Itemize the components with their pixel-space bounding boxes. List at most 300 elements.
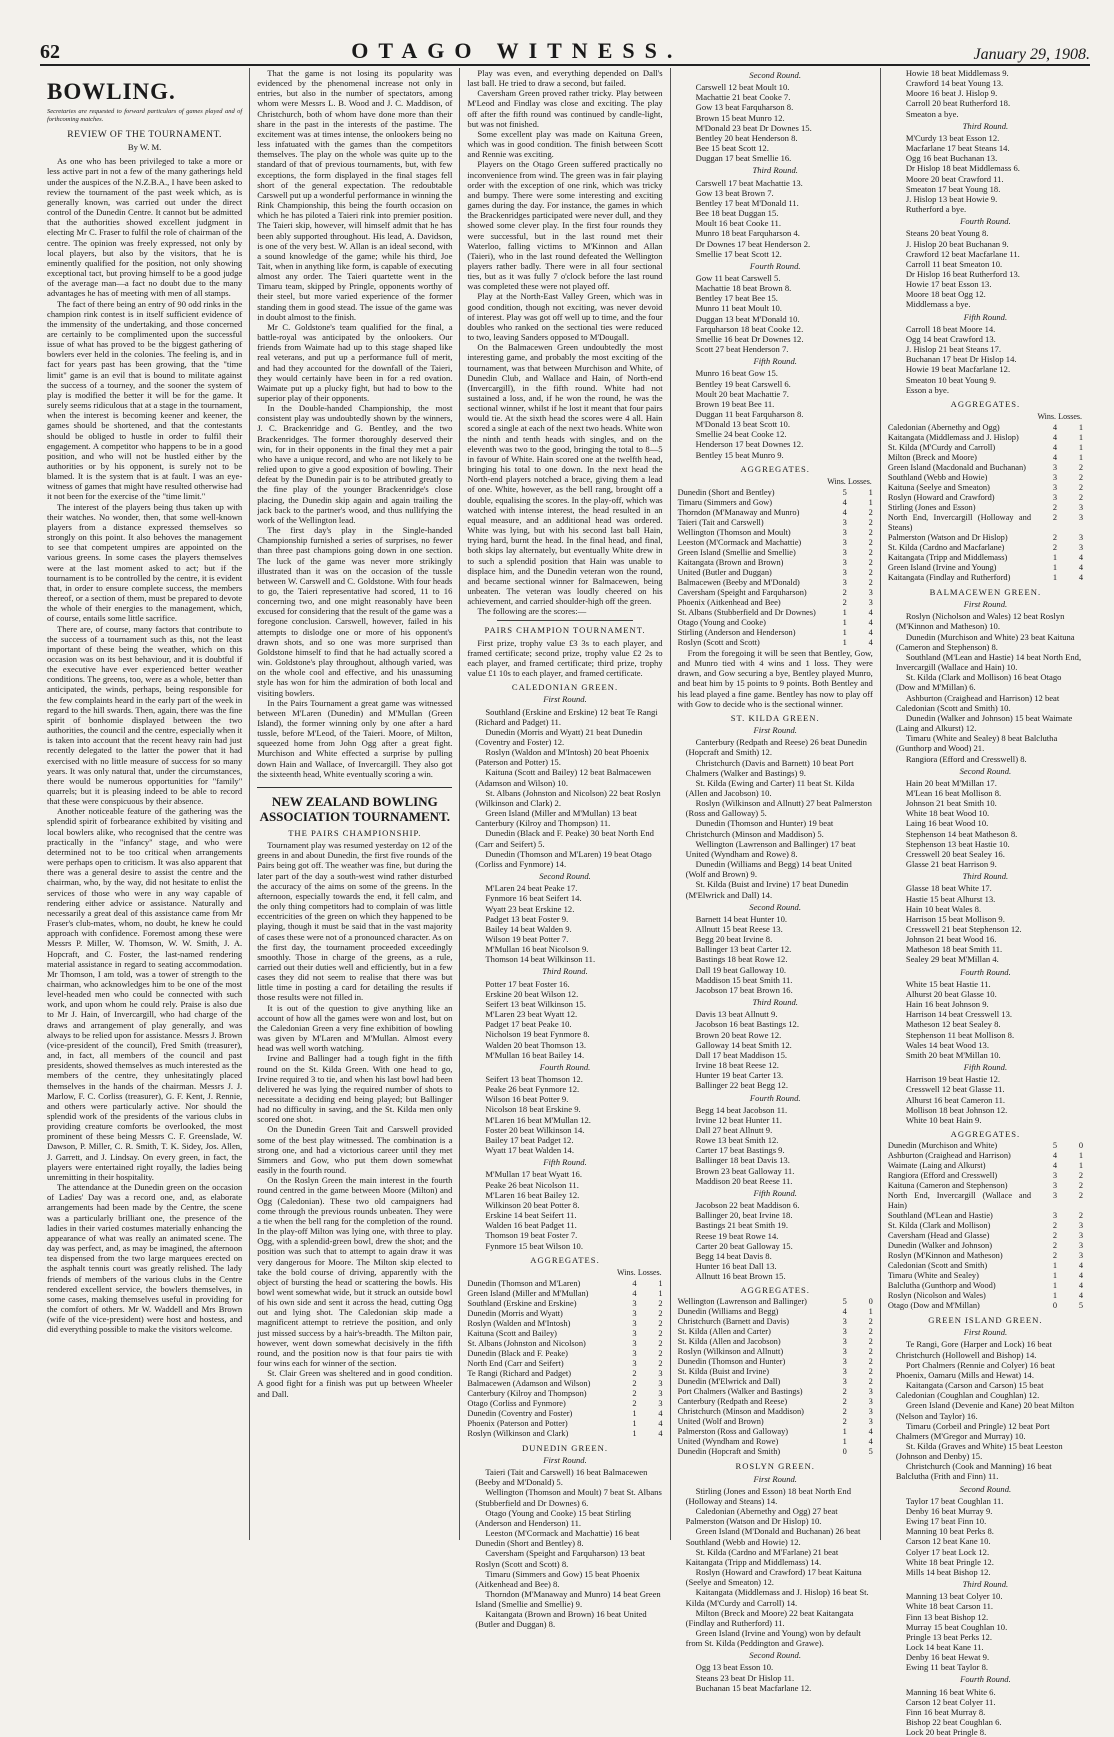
result-line: Wyatt 23 beat Erskine 12. xyxy=(485,903,575,914)
losses-cell: 3 xyxy=(658,1388,663,1398)
team-name: Christchurch (Barnett and Davis) xyxy=(677,1317,790,1327)
aggregate-row xyxy=(888,1301,1083,1311)
round-label: Second Round. xyxy=(539,871,591,882)
team-name: Te Rangi (Richard and Padget) xyxy=(467,1368,572,1378)
result-list xyxy=(888,324,1083,395)
wins-cell: 4 xyxy=(1052,453,1058,462)
aggregates-heading: AGGREGATES. xyxy=(530,1254,600,1265)
result-line: Brown 19 beat Bee 11. xyxy=(695,398,775,409)
aggregate-row xyxy=(888,463,1083,473)
wins-cell: 4 xyxy=(842,1307,847,1317)
result-line: Bee 15 beat Scott 12. xyxy=(695,143,769,154)
aggregates-rows xyxy=(467,1279,662,1439)
wins-header: Wins. xyxy=(827,476,846,486)
result-list xyxy=(678,1662,873,1692)
result-list xyxy=(888,68,1083,119)
wins-cell: 1 xyxy=(632,1408,637,1418)
paragraph: The attendance at the Dunedin green on the occasion of Ladies' Day was a record one, and, as elaborate arrangements had been made by the Centre, the scene was a particularly brilliant one, the presence of the ladies in their varied costumes materially enhancing the appearance of what was really an animated scene. The day was perfect, and, as may be imagined, the afternoon tea dispensed from the two large marquees erected on the asphalt tennis court was greatly relished. The lady friends of members of the various clubs in the Centre rendered excellent service, the bowlers themselves, in some cases, making themselves useful in providing for the comfort of others. Mr W. Waddell and Mrs Brown (wife of the vice-president) were host and hostess, and did everything possible to make the visitors welcome. xyxy=(47,1182,243,1335)
result-line: Pringle 13 beat Perks 12. xyxy=(905,1631,992,1642)
team-name: Timaru (White and Sealey) xyxy=(887,1271,979,1281)
losses-cell: 2 xyxy=(868,507,873,517)
round-label: Third Round. xyxy=(542,966,588,977)
team-name: Green Island (Smellie and Smellie) xyxy=(677,547,796,557)
result-list xyxy=(467,1467,662,1630)
losses-cell: 1 xyxy=(1078,1151,1084,1161)
result-line: Christchurch (Cook and Manning) 16 beat Balclutha (Frith and Finn) 11. xyxy=(895,1461,1052,1482)
aggregate-row xyxy=(888,563,1083,573)
losses-cell: 2 xyxy=(868,1327,873,1337)
result-line: Rowe 13 beat Smith 12. xyxy=(695,1135,779,1146)
team-name: Roslyn (Wilkinson and Clark) xyxy=(467,1428,569,1438)
result-line: Macfarlane 17 beat Steans 14. xyxy=(905,143,1010,154)
team-name: St. Kilda (Allen and Jacobson) xyxy=(677,1337,781,1347)
result-line: St. Albans (Johnston and Nicolson) 22 beat Roslyn (Wilkinson and Clark) 2. xyxy=(475,787,661,808)
team-name: Southland (M'Lean and Hastie) xyxy=(887,1211,993,1221)
result-line: Harrison 14 beat Cresswell 13. xyxy=(905,1009,1013,1020)
paragraph: Caversham Green proved rather tricky. Play between M'Leod and Findlay was close and exciting. The play off after the fifth round was continued by candle-light, but was not finished. xyxy=(467,88,663,129)
result-line: Harrison 15 beat Mollison 9. xyxy=(905,913,1005,924)
losses-cell: 1 xyxy=(1078,423,1084,432)
team-name: Canterbury (Kilroy and Thompson) xyxy=(467,1388,587,1398)
aggregate-row xyxy=(888,533,1083,543)
result-line: Roslyn (Waldon and M'Intosh) 20 beat Phoenix (Paterson and Potter) 15. xyxy=(475,747,650,768)
losses-cell: 2 xyxy=(1078,493,1084,502)
result-line: Timaru (White and Sealey) 8 beat Balclutha (Gunthorp and Wood) 21. xyxy=(895,733,1058,754)
result-line: Henderson 17 beat Downes 12. xyxy=(695,439,804,450)
result-line: White 18 beat Wood 10. xyxy=(905,808,990,819)
result-line: St. Kilda (Ewing and Carter) 11 beat St. Kilda (Allen and Jacobson) 10. xyxy=(685,777,855,798)
aggregate-row xyxy=(678,1427,873,1437)
paragraph: Another noticeable feature of the gathering was the splendid spirit of forbearance exhibited by visiting and local bowlers alike, who recognised that the centre was practically in the "infancy" stage, and who were determined not to be too critical when arrangements were perhaps open to criticism. It was also apparent that there was a general desire to assist the centre and the chairman, who, by the way, did not hesitate to enlist the services of those who were in any way capable of rendering either advice or assistance. Naturally and necessarily a great deal of this assistance came from Mr Fraser's club-mates, whom, no doubt, he knew he could approach with confidence. Foremost among these were Messrs P. Miller, W. Thomson, W. W. Smith, J. A. Hopcraft, and C. Foster, the last-named rendering material assistance in regard to seating accommodation. Mr Thomson, I am told, was a tower of strength to the chairman, who acknowledges him to be one of the most level-headed men who could be connected with such work, and upon whom he could rely. Praise is also due to Mr J. Hain, of Invercargill, who had charge of the draws and arrangement of play generally, and was always to be relied upon for assistance. Messrs J. Brown (vice-president of the council), Fred Smith (treasurer), and, in fact, all members of the council and past presidents, showed themselves as much interested as the members of the centre, they unhesitatingly placed themselves in the hands of the chairman. Messrs J. J. Marlow, F. C. Corliss (treasurer), G. F. Kent, J. Rennie, and others were particularly active. Nor should the splendid work of the presidents of the various clubs in providing creature comforts be overlooked, the most prominent of these being Messrs C. F. Greenslade, W. Dawson, P. Miller, C. R. Smith, T. K. Sidey, Jos. Allen, J. Garrett, and J. Lindsay. On every green, in fact, the players were entertained right royally, the ladies being unremitting in their hospitality. xyxy=(47,806,243,1182)
aggregate-row xyxy=(467,1299,662,1309)
round-label: First Round. xyxy=(753,725,797,736)
result-line: Dall 19 beat Galloway 10. xyxy=(695,964,787,975)
result-line: Denby 16 beat Hewat 9. xyxy=(905,1652,990,1663)
result-line: Johnson 21 beat Smith 10. xyxy=(905,798,997,809)
losses-cell: 3 xyxy=(868,1387,873,1397)
result-line: Duggan 13 beat M'Donald 10. xyxy=(695,313,800,324)
aggregate-row xyxy=(888,1221,1083,1231)
result-line: Stephenson 14 beat Matheson 8. xyxy=(905,828,1018,839)
round-label: Fifth Round. xyxy=(963,311,1008,322)
result-line: Buchanan 17 beat Dr Hislop 14. xyxy=(905,354,1017,365)
result-line: M'Lean 16 beat Mollison 8. xyxy=(905,787,1002,798)
result-line: Erskine 14 beat Seifert 11. xyxy=(485,1210,577,1221)
losses-cell: 2 xyxy=(868,1337,873,1347)
losses-cell: 2 xyxy=(1078,1181,1084,1191)
result-line: Hain 20 beat M'Millan 17. xyxy=(905,777,997,788)
round-label: Fourth Round. xyxy=(960,216,1011,227)
result-line: Southland (Erskine and Erskine) 12 beat Te Rangi (Richard and Padget) 11. xyxy=(475,706,658,727)
result-line: Ballinger 22 beat Begg 12. xyxy=(695,1080,788,1091)
wins-cell: 2 xyxy=(1052,543,1058,552)
aggregate-row xyxy=(467,1409,662,1419)
result-line: Bishop 22 beat Coughlan 6. xyxy=(905,1717,1002,1728)
result-line: Smeaton 17 beat Young 18. xyxy=(905,183,1001,194)
aggregate-row xyxy=(467,1319,662,1329)
result-line: Carroll 11 beat Smeaton 10. xyxy=(905,258,1003,269)
paragraph: Irvine and Ballinger had a tough fight in the fifth round on the St. Kilda Green. With one head to go, Irvine required 3 to tie, and when his last bowl had been delivered he was lying the required number of shots to necessitate a deciding end being played; but Ballinger had no difficulty in saving, and the St. Kilda men only scored one shot. xyxy=(257,1053,453,1125)
tie-paragraph: From the foregoing it will be seen that Bentley, Gow, and Munro tied with 4 wins and 1 loss. They were drawn, and Gow securing a bye, Bentley played Munro, and beat him by 15 points to 9 points. Both Bentley and his lead played a fine game. Bentley has now to play off with Gow to decide who is the sectional winner. xyxy=(677,647,873,709)
result-list xyxy=(467,1074,662,1155)
losses-cell: 2 xyxy=(868,577,873,587)
round-label: Fifth Round. xyxy=(753,1187,797,1198)
wins-cell: 1 xyxy=(632,1418,637,1428)
losses-cell: 4 xyxy=(658,1428,663,1438)
result-list xyxy=(467,707,662,870)
losses-cell: 2 xyxy=(868,1347,873,1357)
result-line: M'Donald 13 beat Scott 10. xyxy=(695,419,791,430)
wins-cell: 3 xyxy=(1052,493,1058,502)
losses-cell: 2 xyxy=(868,527,873,537)
result-line: Howie 17 beat Esson 13. xyxy=(905,279,992,290)
losses-cell: 5 xyxy=(868,1447,873,1457)
result-line: Bentley 15 beat Munro 9. xyxy=(695,449,784,460)
wins-cell: 3 xyxy=(1052,463,1058,472)
aggregate-row xyxy=(678,598,873,608)
team-name: Dunedin (Short and Bentley) xyxy=(677,487,775,497)
result-list xyxy=(678,1105,873,1186)
result-list xyxy=(888,611,1083,763)
caledonian-heading: CALEDONIAN GREEN. xyxy=(511,682,619,693)
result-list xyxy=(467,1169,662,1250)
aggregate-row xyxy=(888,1141,1083,1151)
aggregate-row xyxy=(678,1407,873,1417)
result-line: Ballinger 20, beat Irvine 18. xyxy=(695,1210,793,1221)
result-line: Allnutt 15 beat Reese 13. xyxy=(695,924,783,934)
round-label: Second Round. xyxy=(749,70,801,80)
losses-cell: 2 xyxy=(868,1317,873,1327)
byline: By W. M. xyxy=(127,142,162,153)
result-line: Howie 19 beat Macfarlane 12. xyxy=(905,364,1011,375)
team-name: Otago (Dow and M'Millan) xyxy=(887,1301,980,1311)
result-line: Kaituna (Scott and Bailey) 12 beat Balmacewen (Adamson and Wilson) 10. xyxy=(475,767,652,788)
result-line: Otago (Young and Cooke) 15 beat Stirling (Anderson and Henderson) 11. xyxy=(475,1507,632,1528)
result-line: Glasse 21 beat Harrison 9. xyxy=(905,859,997,870)
result-line: Leeston (M'Cormack and Machattie) 16 beat Dunedin (Short and Bentley) 8. xyxy=(475,1528,640,1549)
result-line: Farquharson 18 beat Cooke 12. xyxy=(695,323,804,334)
team-name: Dunedin (Thomson and M'Laren) xyxy=(467,1278,581,1288)
result-line: Wales 14 beat Wood 13. xyxy=(905,1039,989,1050)
aggregates-heading: AGGREGATES. xyxy=(950,398,1021,409)
wins-cell: 4 xyxy=(1052,1161,1058,1171)
wins-cell: 3 xyxy=(632,1298,637,1308)
result-list xyxy=(467,883,662,964)
losses-cell: 2 xyxy=(868,517,873,527)
team-name: Kaitangata (Brown and Brown) xyxy=(677,557,784,567)
aggregate-row xyxy=(888,1191,1083,1211)
losses-cell: 2 xyxy=(868,1357,873,1367)
result-line: Munro 11 beat Moult 10. xyxy=(695,303,782,314)
team-name: Roslyn (Nicolson and Wales) xyxy=(887,1291,986,1301)
result-line: Manning 16 beat White 6. xyxy=(905,1686,996,1697)
team-name: Phoenix (Paterson and Potter) xyxy=(467,1418,568,1428)
prize-paragraph: First prize, trophy value £3 3s to each player, and framed certificate; second prize, trophy value £2 2s to each player, and framed certificate; third prize, trophy value £1 10s to each player, and framed certificate. xyxy=(467,637,663,679)
losses-cell: 1 xyxy=(1078,1161,1084,1171)
aggregate-row xyxy=(888,443,1083,453)
team-name: North End (Carr and Seifert) xyxy=(467,1358,564,1368)
team-name: Christchurch (Minson and Maddison) xyxy=(677,1407,804,1417)
result-line: Taieri (Tait and Carswell) 16 beat Balmacewen (Beeby and M'Donald) 5. xyxy=(475,1467,648,1488)
team-name: Kaituna (Seelye and Smeaton) xyxy=(887,483,990,492)
result-line: Wellington (Thomson and Moult) 7 beat St. Albans (Stubberfield and Dr Downes) 6. xyxy=(475,1487,662,1508)
team-name: Balmacewen (Adamson and Wilson) xyxy=(467,1378,591,1388)
aggregate-row xyxy=(888,493,1083,503)
result-line: St. Kilda (Clark and Mollison) 16 beat Otago (Dow and M'Millan) 6. xyxy=(895,672,1062,693)
result-line: Carson 12 beat Kane 10. xyxy=(905,1536,991,1547)
aggregate-row xyxy=(678,618,873,628)
wins-cell: 3 xyxy=(632,1328,637,1338)
losses-cell: 4 xyxy=(868,1427,873,1437)
paragraph: Play was even, and everything depended on Dall's last ball. He tried to draw a second, but failed. xyxy=(467,68,663,89)
team-name: Leeston (M'Cormack and Machattie) xyxy=(677,537,802,547)
result-line: Begg 14 beat Davis 8. xyxy=(695,1250,772,1261)
result-line: Seifert 13 beat Thomson 12. xyxy=(485,1074,583,1084)
round-label: Fourth Round. xyxy=(960,1674,1011,1685)
aggregate-row xyxy=(678,1367,873,1377)
losses-cell: 4 xyxy=(658,1408,663,1418)
round-label: Third Round. xyxy=(752,997,798,1008)
paragraph: The interest of the players being thus taken up with their watches. No wonder, then, that some well-known players from a distance expressed themselves so strongly on this point. It also behoves the management to see that competent umpires are appointed on the various greens. In some cases the players themselves were at the last moment asked to act; but if the tournament is to be controlled by the centre, it is evident that, in order to ensure complete success, the members thereof, or a section of them, must be prepared to devote the whole of their energies to the management, which, of course, entails some little sacrifice. xyxy=(47,501,243,624)
wins-cell: 3 xyxy=(842,577,847,587)
paragraph: It is out of the question to give anything like an account of how all the games were won and lost, but on the Caledonian Green a very fine exhibition of bowling was given by M'Laren and M'Mullan. Almost every head was well worth watching. xyxy=(257,1002,453,1054)
dunedin-heading: DUNEDIN GREEN. xyxy=(521,1442,609,1453)
aggregates-rows xyxy=(678,488,873,648)
result-line: Cresswell 12 beat Glasse 11. xyxy=(905,1084,1005,1095)
wins-cell: 3 xyxy=(842,537,847,547)
column-2 xyxy=(250,68,460,1540)
team-name: North End, Invercargill (Holloway and Steans) xyxy=(887,513,1032,532)
team-name: Port Chalmers (Walker and Bastings) xyxy=(677,1387,803,1397)
result-line: M'Laren 23 beat Wyatt 12. xyxy=(485,1009,578,1020)
result-line: Denby 16 beat Murray 9. xyxy=(905,1505,993,1516)
team-name: Green Island (Macdonald and Buchanan) xyxy=(887,463,1026,472)
paragraph: Tournament play was resumed yesterday on 12 of the greens in and about Dunedin, the first five rounds of the Pairs being got off. The weather was fine, but during the later part of the day a south-west wind rather disturbed the accuracy of the aims on some of the greens. In the afternoon, especially towards the end, it fell calm, and the only thing competitors had to complain of was little eccentricities of the green on which they happened to be playing, though it must be said that in the vast majority of cases these were not of a pronounced character. As on the first day, the tournament proceeded exceedingly smoothly. Those in charge of the greens, as a rule, carried out their duties well and efficiently, but in a few cases they did not seem to realise that there was but little time in posting a card for detailing the results if those results were not filled in. xyxy=(257,840,453,1003)
wins-cell: 3 xyxy=(842,1317,847,1327)
wins-cell: 4 xyxy=(632,1288,637,1298)
wins-cell: 2 xyxy=(632,1388,637,1398)
result-line: Timaru (Corbeil and Pringle) 12 beat Port Chalmers (M'Gregor and Murray) 10. xyxy=(895,1420,1050,1441)
wins-cell: 2 xyxy=(1052,1231,1058,1241)
aggregate-row xyxy=(467,1389,662,1399)
round-label: Fourth Round. xyxy=(960,966,1011,977)
round-label: Fourth Round. xyxy=(749,260,801,271)
team-name: Palmerston (Watson and Dr Hislop) xyxy=(887,533,1008,542)
result-line: Alhurst 20 beat Glasse 10. xyxy=(905,988,997,999)
wins-cell: 1 xyxy=(842,637,847,647)
result-line: Milton (Breck and Moore) 22 beat Kaitangata (Findlay and Rutherford) 11. xyxy=(685,1607,854,1628)
aggregate-row xyxy=(678,1357,873,1367)
result-line: M'Mullan 16 beat Bailey 14. xyxy=(485,1049,585,1060)
losses-cell: 2 xyxy=(658,1318,663,1328)
aggregate-row xyxy=(888,1211,1083,1221)
losses-cell: 4 xyxy=(658,1418,663,1428)
aggregate-row xyxy=(888,503,1083,513)
result-line: Dall 27 beat Allnutt 9. xyxy=(695,1124,773,1135)
round-label: Third Round. xyxy=(962,871,1009,882)
result-line: Thomson 14 beat Wilkinson 11. xyxy=(485,954,596,965)
result-line: J. Hislop 13 beat Howie 9. xyxy=(905,193,998,204)
result-line: Padget 13 beat Foster 9. xyxy=(485,913,569,924)
result-line: Smeaton a bye. xyxy=(905,108,959,119)
losses-cell: 1 xyxy=(868,1307,873,1317)
paragraph: The first day's play in the Single-handed Championship furnished a series of surprises, no fewer than three past champions going down in one section. The luck of the game was never more strikingly illustrated than it was on the occasion of the tussle between W. Carswell and C. Goldstone. With four heads to go, the Taieri representative had scored, 11 to 16 concerning two, and one might reasonably have been excused for considering that the result of the game was a foregone conclusion. Carswell, however, failed in his attempts to dislodge one or more of his opponent's drawn shots, and so one was more surprised than Goldstone himself to find that he had actually scored a win. Goldstone's play throughout, although varied, was on the whole cool and effective, and his unassuming style has won for him the admiration of both local and visiting bowlers. xyxy=(257,525,453,698)
wins-cell: 3 xyxy=(842,1327,847,1337)
team-name: Wellington (Lawrenson and Ballinger) xyxy=(677,1297,807,1307)
wins-cell: 2 xyxy=(842,1407,847,1417)
aggregate-row xyxy=(888,1161,1083,1171)
team-name: Dunedin (Thomson and Hunter) xyxy=(677,1357,786,1367)
result-line: Bailey 17 beat Padget 12. xyxy=(485,1134,574,1145)
result-line: Foster 20 beat Wilkinson 14. xyxy=(485,1124,585,1135)
team-name: Caledonian (Abernethy and Ogg) xyxy=(887,423,1000,432)
losses-cell: 4 xyxy=(868,617,873,627)
result-line: M'Donald 23 beat Dr Downes 15. xyxy=(695,122,812,133)
report-continued xyxy=(467,68,662,616)
aggregate-row xyxy=(467,1309,662,1319)
team-name: Dunedin (Coventry and Foster) xyxy=(467,1408,573,1418)
page-number: 62 xyxy=(40,41,60,63)
aggregate-row xyxy=(467,1369,662,1379)
result-line: Thomson 19 beat Foster 7. xyxy=(485,1230,578,1241)
result-line: Moore 16 beat J. Hislop 9. xyxy=(905,88,998,99)
team-name: Stirling (Jones and Esson) xyxy=(887,503,976,512)
paragraph: Players on the Otago Green suffered practically no inconvenience from wind. The green was in fair playing order with the exception of one rink, which was tricky and bumpy. There were some interesting and exciting games during the day. For instance, the games in which the Brackenridges participated were never dull, and they showed some clever play. In the first four rounds they were successful, but in the last round met their Waterloo, falling victims to M'Kinnon and Allan (Taieri), who in the last round defeated the Wellington players rather badly. There were in all four sectional ties, but as it was fully 7 o'clock before the last round was completed these were not played off. xyxy=(467,159,663,292)
result-line: Seifert 13 beat Wilkinson 15. xyxy=(485,998,586,1009)
wins-cell: 3 xyxy=(842,1377,847,1387)
result-line: Smellie 24 beat Cooke 12. xyxy=(695,429,787,440)
result-line: Green Island (Devenie and Kane) 20 beat Milton (Nelson and Taylor) 16. xyxy=(895,1400,1075,1421)
paragraph: On the Dunedin Green Tait and Carswell provided some of the best play witnessed. The combination is a strong one, and had a victorious career until they met Simmers and Gow, who put them down somewhat easily in the fourth round. xyxy=(257,1124,453,1176)
aggregate-row xyxy=(888,1171,1083,1181)
result-line: Roslyn (Wilkinson and Allnutt) 27 beat Palmerston (Ross and Galloway) 5. xyxy=(685,798,872,819)
team-name: Dunedin (M'Elwrick and Dall) xyxy=(677,1377,781,1387)
result-list xyxy=(888,1074,1083,1125)
result-line: Laing 16 beat Wood 10. xyxy=(905,818,989,829)
losses-cell: 3 xyxy=(868,587,873,597)
round-label: Fourth Round. xyxy=(749,1092,801,1103)
wins-cell: 3 xyxy=(632,1348,637,1358)
result-line: Christchurch (Davis and Barnett) 10 beat Port Chalmers (Walker and Bastings) 9. xyxy=(685,757,854,778)
result-line: White 18 beat Carson 11. xyxy=(905,1601,994,1612)
result-line: Thorndon (M'Manaway and Munro) 14 beat Green Island (Smellie and Smellie) 9. xyxy=(475,1589,661,1610)
result-line: White 18 beat Pringle 12. xyxy=(905,1556,994,1567)
wins-cell: 1 xyxy=(842,627,847,637)
result-list xyxy=(678,82,873,163)
team-name: Balclutha (Gunthorp and Wood) xyxy=(887,1281,996,1291)
wins-cell: 2 xyxy=(842,597,847,607)
result-line: Jacobson 16 beat Bastings 12. xyxy=(695,1019,799,1030)
result-line: Alhurst 16 beat Cameron 11. xyxy=(905,1094,1006,1105)
result-line: Smellie 17 beat Scott 12. xyxy=(695,248,782,259)
result-line: M'Laren 16 beat M'Mullan 12. xyxy=(485,1114,591,1125)
result-line: Glasse 18 beat White 17. xyxy=(905,883,992,894)
aggregate-row xyxy=(678,588,873,598)
wins-cell: 2 xyxy=(1052,1251,1058,1261)
wins-cell: 1 xyxy=(842,607,847,617)
result-line: J. Hislop 21 beat Steans 17. xyxy=(905,344,1002,355)
result-list xyxy=(888,1339,1083,1481)
losses-cell: 1 xyxy=(1078,443,1084,452)
team-name: Dunedin (Morris and Wyatt) xyxy=(467,1308,563,1318)
result-line: Hunter 19 beat Carter 13. xyxy=(695,1070,784,1081)
result-line: Scott 27 beat Henderson 7. xyxy=(695,344,789,355)
team-name: St. Albans (Stubberfield and Dr Downes) xyxy=(677,607,816,617)
pct-heading: PAIRS CHAMPION TOURNAMENT. xyxy=(484,625,646,636)
wins-cell: 3 xyxy=(632,1308,637,1318)
wins-cell: 1 xyxy=(1052,573,1058,582)
result-list xyxy=(678,1486,873,1649)
losses-cell: 4 xyxy=(868,1437,873,1447)
result-list xyxy=(467,979,662,1060)
result-line: Timaru (Simmers and Gow) 15 beat Phoenix (Aitkenhead and Bee) 8. xyxy=(475,1568,640,1589)
wins-cell: 1 xyxy=(632,1428,637,1438)
result-line: Bastings 21 beat Smith 19. xyxy=(695,1220,788,1231)
paragraph: That the game is not losing its popularity was evidenced by the phenomenal increase not only in entries, but also in the number of spectators, among whom were Messrs L. B. Wood and J. C. Maddison, of Christchurch, both of whom have done more than their share in the past in the interests of the pastime. The excitement was at times intense, the onlookers being no less infatuated with the games than the competitors themselves. The play on the whole was quite up to the standard of that of previous tournaments, but, with few exceptions, the form displayed in the final stages fell short of the general expectation. The redoubtable Carswell put up a wonderful performance in winning the Rink Championship, this being the fourth occasion on which he has piloted a Taieri rink into premier position. The Taieri skip, however, will himself admit that he has been ably supported throughout. His lead, A. Davidson, is one of the very best. W. Allan is an ideal second, with a sound knowledge of the game; while his third, Joe Tait, when in anything like form, is capable of executing almost any order. The Taieri quartette went in the Timaru team, skipped by Pringle, opponents worthy of their steel, but more varied experience of the former standing them in good stead. The issue of the game was in doubt almost to the finish. xyxy=(257,68,453,322)
team-name: St. Albans (Johnston and Nicolson) xyxy=(467,1338,586,1348)
result-line: Bastings 18 beat Rowe 12. xyxy=(695,954,788,965)
result-line: Dunedin (Black and F. Peake) 30 beat North End (Carr and Seifert) 5. xyxy=(475,828,654,849)
losses-header: Losses. xyxy=(637,1267,662,1277)
losses-cell: 2 xyxy=(868,1377,873,1387)
wins-cell: 2 xyxy=(1052,1241,1058,1251)
wins-cell: 3 xyxy=(842,547,847,557)
result-line: Gow 13 beat Farquharson 8. xyxy=(695,102,794,113)
result-line: Brown 20 beat Rowe 12. xyxy=(695,1029,782,1040)
result-list xyxy=(888,883,1083,964)
losses-cell: 1 xyxy=(1078,453,1084,462)
result-line: Dall 17 beat Maddison 15. xyxy=(695,1049,788,1060)
result-line: Matheson 18 beat Smith 11. xyxy=(905,944,1003,955)
result-line: Galloway 14 beat Smith 12. xyxy=(695,1039,792,1050)
result-line: Nicolson 18 beat Erskine 9. xyxy=(485,1104,581,1115)
wins-cell: 4 xyxy=(1052,433,1058,442)
losses-cell: 4 xyxy=(1078,573,1084,582)
wins-cell: 2 xyxy=(1052,533,1058,542)
result-list xyxy=(888,228,1083,309)
aggregate-row xyxy=(888,473,1083,483)
losses-cell: 2 xyxy=(1078,463,1084,472)
result-line: Buchanan 15 beat Macfarlane 12. xyxy=(695,1682,812,1693)
result-line: Stephenson 13 beat Hastie 10. xyxy=(905,838,1010,849)
result-line: Walden 20 beat Thomson 13. xyxy=(485,1039,586,1050)
result-line: Ogg 16 beat Buchanan 13. xyxy=(905,153,998,164)
losses-cell: 2 xyxy=(1078,1211,1084,1221)
result-line: Crawford 14 beat Young 13. xyxy=(905,78,1004,89)
wins-cell: 1 xyxy=(1052,1261,1058,1271)
result-line: Ogg 14 beat Crawford 13. xyxy=(905,333,996,344)
team-name: Kaituna (Cameron and Stephenson) xyxy=(887,1181,1008,1191)
result-line: Erskine 20 beat Wilson 12. xyxy=(485,988,579,999)
round-label: Second Round. xyxy=(959,1483,1012,1494)
result-list xyxy=(678,737,873,900)
team-name: Roslyn (Howard and Crawford) xyxy=(887,493,995,502)
result-line: Harrison 19 beat Hastie 12. xyxy=(905,1074,1001,1085)
result-line: Caledonian (Abernethy and Ogg) 27 beat Palmerston (Watson and Dr Hislop) 10. xyxy=(685,1506,838,1527)
losses-cell: 2 xyxy=(658,1328,663,1338)
review-continued xyxy=(257,68,452,779)
result-line: Bentley 17 beat M'Donald 11. xyxy=(695,197,799,208)
aggregate-row xyxy=(678,1337,873,1347)
aggregates-heading: AGGREGATES. xyxy=(950,1128,1021,1139)
result-line: St. Kilda (Graves and White) 15 beat Leeston (Johnson and Denby) 15. xyxy=(895,1441,1063,1462)
aggregate-row xyxy=(678,528,873,538)
aggregates-heading: AGGREGATES. xyxy=(740,463,810,474)
aggregate-row xyxy=(467,1349,662,1359)
team-name: Southland (Webb and Howie) xyxy=(887,473,988,482)
team-name: St. Kilda (Clark and Mollison) xyxy=(887,1221,991,1231)
team-name: Roslyn (M'Kinnon and Matheson) xyxy=(887,1251,1003,1261)
